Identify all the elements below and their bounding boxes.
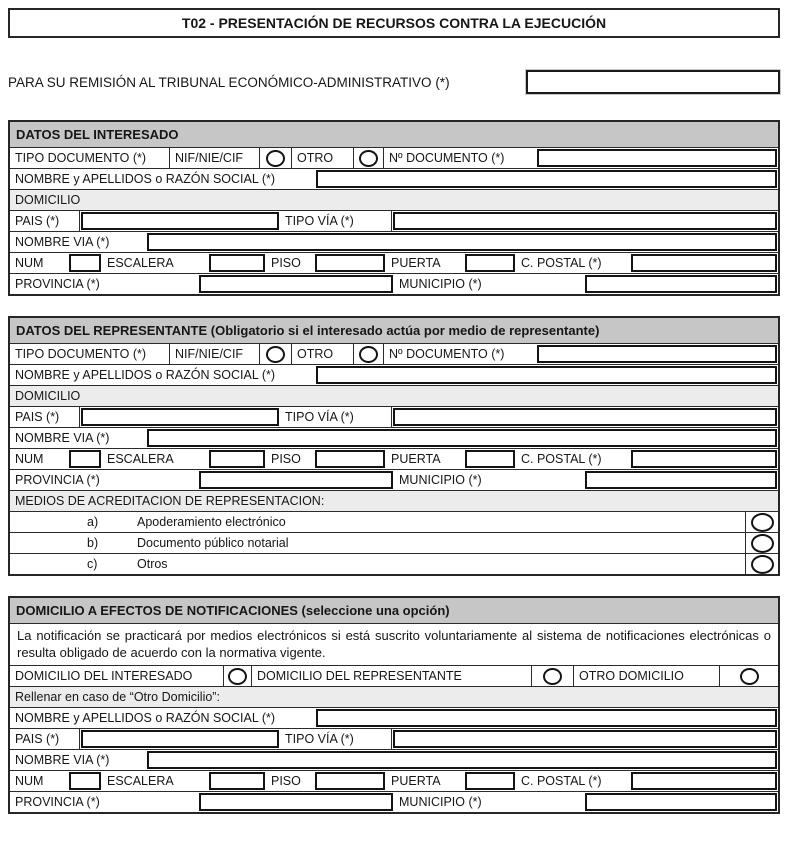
- representante-pais-cell: [80, 407, 280, 427]
- representante-piso-cell: [314, 449, 386, 469]
- interesado-num-label: NUM: [15, 256, 44, 270]
- interesado-piso-label: PISO: [271, 256, 301, 270]
- representante-nombre-label: NOMBRE y APELLIDOS o RAZÓN SOCIAL (*): [15, 368, 276, 382]
- otro-domicilio-label: OTRO DOMICILIO: [574, 666, 720, 686]
- interesado-otro-radio[interactable]: [354, 148, 384, 168]
- radio-circle-icon[interactable]: [751, 555, 774, 574]
- remision-input[interactable]: [526, 70, 780, 94]
- representante-option-a-radio[interactable]: [746, 512, 778, 532]
- interesado-pais-label: PAIS (*): [10, 211, 80, 231]
- interesado-municipio-cell: [584, 274, 778, 294]
- representante-tipo-via-input[interactable]: [393, 408, 777, 426]
- representante-nombre-input[interactable]: [316, 366, 777, 384]
- representante-provincia-input[interactable]: [199, 471, 393, 489]
- otro-domicilio-puerta-label: PUERTA: [391, 774, 441, 788]
- representante-nif-nie-cif-label: NIF/NIE/CIF: [170, 344, 260, 364]
- interesado-otro-label: OTRO: [292, 148, 354, 168]
- interesado-tipo-documento-label: TIPO DOCUMENTO (*): [10, 148, 170, 168]
- interesado-puerta-cell: [464, 253, 516, 273]
- otro-domicilio-escalera-input[interactable]: [209, 772, 265, 790]
- representante-puerta-input[interactable]: [465, 450, 515, 468]
- radio-circle-icon[interactable]: [228, 668, 247, 685]
- representante-option-a-label-cell: [10, 512, 746, 532]
- remision-row: [8, 70, 780, 94]
- otro-domicilio-row-nombre: [10, 707, 778, 728]
- interesado-nombre-input[interactable]: [316, 170, 777, 188]
- otro-domicilio-municipio-input[interactable]: [585, 793, 777, 811]
- otro-domicilio-provincia-input[interactable]: [199, 793, 393, 811]
- representante-row-tipo-documento: [10, 343, 778, 364]
- representante-row-medios: [10, 490, 778, 511]
- interesado-pais-input[interactable]: [81, 212, 279, 230]
- interesado-puerta-input[interactable]: [465, 254, 515, 272]
- domicilio-interesado-radio[interactable]: [224, 666, 252, 686]
- interesado-nif-nie-cif-label: NIF/NIE/CIF: [170, 148, 260, 168]
- otro-domicilio-c-postal-cell: [630, 771, 778, 791]
- otro-domicilio-c-postal-label: C. POSTAL (*): [521, 774, 602, 788]
- otro-domicilio-nombre-input[interactable]: [316, 709, 777, 727]
- representante-piso-input[interactable]: [315, 450, 385, 468]
- interesado-nombre-cell: [315, 169, 778, 189]
- representante-escalera-input[interactable]: [209, 450, 265, 468]
- representante-num-documento-cell: [536, 344, 778, 364]
- representante-row-nombre-via: [10, 427, 778, 448]
- section-datos-representante: [8, 316, 780, 576]
- otro-domicilio-row-pais: [10, 728, 778, 749]
- otro-domicilio-tipo-via-cell: [392, 729, 778, 749]
- otro-domicilio-municipio-cell: [584, 792, 778, 812]
- radio-circle-icon[interactable]: [543, 668, 562, 685]
- representante-nombre-cell: [315, 365, 778, 385]
- interesado-c-postal-cell: [630, 253, 778, 273]
- otro-domicilio-piso-cell: [314, 771, 386, 791]
- otro-domicilio-municipio-label: MUNICIPIO (*): [399, 795, 482, 809]
- representante-num-cell: [68, 449, 102, 469]
- radio-circle-icon[interactable]: [359, 346, 378, 363]
- interesado-nombre-via-label: NOMBRE VIA (*): [15, 235, 110, 249]
- representante-pais-input[interactable]: [81, 408, 279, 426]
- interesado-num-documento-cell: [536, 148, 778, 168]
- otro-domicilio-nombre-via-input[interactable]: [147, 751, 777, 769]
- representante-row-provincia: [10, 469, 778, 490]
- representante-otro-label: OTRO: [292, 344, 354, 364]
- notificaciones-paragraph: La notificación se practicará por medios electrónicos si está suscrito voluntariamente al sistema de notificaciones electrónicas o resulta obligado de acuerdo con la normativa vigente.: [10, 623, 778, 665]
- option-letter: b): [87, 536, 99, 550]
- radio-circle-icon[interactable]: [751, 513, 774, 532]
- domicilio-representante-label: DOMICILIO DEL REPRESENTANTE: [252, 666, 532, 686]
- otro-domicilio-nombre-cell: [315, 708, 778, 728]
- otro-domicilio-nombre-via-label: NOMBRE VIA (*): [15, 753, 110, 767]
- representante-pais-label: PAIS (*): [10, 407, 80, 427]
- representante-option-b-label-cell: [10, 533, 746, 553]
- option-letter: a): [87, 515, 99, 529]
- representante-num-input[interactable]: [69, 450, 101, 468]
- otro-domicilio-provincia-cell: [198, 792, 394, 812]
- representante-row-domicilio: [10, 385, 778, 406]
- representante-option-a-row: [10, 511, 778, 532]
- representante-escalera-cell: [208, 449, 266, 469]
- radio-circle-icon[interactable]: [751, 534, 774, 553]
- representante-num-documento-label: Nº DOCUMENTO (*): [389, 347, 505, 361]
- representante-header: DATOS DEL REPRESENTANTE (Obligatorio si el interesado actúa por medio de representante): [10, 318, 778, 343]
- interesado-row-domicilio: [10, 189, 778, 210]
- representante-tipo-via-label: TIPO VÍA (*): [280, 407, 392, 427]
- otro-domicilio-pais-label: PAIS (*): [10, 729, 80, 749]
- otro-domicilio-row-num: [10, 770, 778, 791]
- interesado-row-tipo-documento: [10, 147, 778, 168]
- representante-provincia-label: PROVINCIA (*): [15, 473, 100, 487]
- interesado-nombre-label: NOMBRE y APELLIDOS o RAZÓN SOCIAL (*): [15, 172, 276, 186]
- representante-puerta-cell: [464, 449, 516, 469]
- interesado-num-documento-label: Nº DOCUMENTO (*): [389, 151, 505, 165]
- interesado-escalera-label: ESCALERA: [107, 256, 174, 270]
- interesado-c-postal-input[interactable]: [631, 254, 777, 272]
- representante-c-postal-input[interactable]: [631, 450, 777, 468]
- otro-domicilio-tipo-via-label: TIPO VÍA (*): [280, 729, 392, 749]
- representante-c-postal-label: C. POSTAL (*): [521, 452, 602, 466]
- representante-municipio-label: MUNICIPIO (*): [399, 473, 482, 487]
- radio-circle-icon[interactable]: [359, 150, 378, 167]
- interesado-num-documento-input[interactable]: [537, 149, 777, 167]
- radio-circle-icon[interactable]: [266, 150, 285, 167]
- representante-option-c-radio[interactable]: [746, 554, 778, 574]
- representante-otro-radio[interactable]: [354, 344, 384, 364]
- otro-domicilio-piso-input[interactable]: [315, 772, 385, 790]
- otro-domicilio-num-input[interactable]: [69, 772, 101, 790]
- otro-domicilio-nombre-label: NOMBRE y APELLIDOS o RAZÓN SOCIAL (*): [15, 711, 276, 725]
- interesado-row-pais: [10, 210, 778, 231]
- representante-option-b-row: [10, 532, 778, 553]
- representante-nombre-via-label: NOMBRE VIA (*): [15, 431, 110, 445]
- representante-option-c-label: Otros: [137, 557, 168, 571]
- otro-domicilio-pais-input[interactable]: [81, 730, 279, 748]
- otro-domicilio-num-cell: [68, 771, 102, 791]
- otro-domicilio-provincia-label: PROVINCIA (*): [15, 795, 100, 809]
- notificaciones-rellenar-row: [10, 686, 778, 707]
- representante-nombre-via-cell: [146, 428, 778, 448]
- representante-provincia-cell: [198, 470, 394, 490]
- interesado-nif-radio[interactable]: [260, 148, 292, 168]
- medios-acreditacion-subheader: MEDIOS DE ACREDITACION DE REPRESENTACION:: [10, 491, 778, 511]
- representante-row-nombre: [10, 364, 778, 385]
- representante-municipio-input[interactable]: [585, 471, 777, 489]
- interesado-piso-input[interactable]: [315, 254, 385, 272]
- section-datos-interesado: [8, 120, 780, 296]
- radio-circle-icon[interactable]: [266, 346, 285, 363]
- representante-nombre-via-input[interactable]: [147, 429, 777, 447]
- representante-option-b-label: Documento público notarial: [137, 536, 289, 550]
- representante-row-num: [10, 448, 778, 469]
- interesado-pais-cell: [80, 211, 280, 231]
- interesado-num-input[interactable]: [69, 254, 101, 272]
- otro-domicilio-nombre-via-cell: [146, 750, 778, 770]
- interesado-piso-cell: [314, 253, 386, 273]
- otro-domicilio-num-label: NUM: [15, 774, 44, 788]
- representante-option-b-radio[interactable]: [746, 533, 778, 553]
- notificaciones-header: DOMICILIO A EFECTOS DE NOTIFICACIONES (seleccione una opción): [10, 598, 778, 623]
- otro-domicilio-c-postal-input[interactable]: [631, 772, 777, 790]
- representante-domicilio-subheader: DOMICILIO: [10, 386, 778, 406]
- interesado-tipo-via-label: TIPO VÍA (*): [280, 211, 392, 231]
- domicilio-interesado-label: DOMICILIO DEL INTERESADO: [10, 666, 224, 686]
- interesado-nombre-via-cell: [146, 232, 778, 252]
- otro-domicilio-piso-label: PISO: [271, 774, 301, 788]
- interesado-num-cell: [68, 253, 102, 273]
- interesado-escalera-cell: [208, 253, 266, 273]
- interesado-domicilio-subheader: DOMICILIO: [10, 190, 778, 210]
- otro-domicilio-row-nombre-via: [10, 749, 778, 770]
- otro-domicilio-tipo-via-input[interactable]: [393, 730, 777, 748]
- interesado-tipo-via-cell: [392, 211, 778, 231]
- representante-c-postal-cell: [630, 449, 778, 469]
- notificaciones-selection-row: [10, 665, 778, 686]
- interesado-row-provincia: [10, 273, 778, 294]
- representante-row-pais: [10, 406, 778, 427]
- option-letter: c): [87, 557, 98, 571]
- otro-domicilio-puerta-cell: [464, 771, 516, 791]
- form-title: T02 - PRESENTACIÓN DE RECURSOS CONTRA LA EJECUCIÓN: [8, 8, 780, 38]
- interesado-municipio-label: MUNICIPIO (*): [399, 277, 482, 291]
- interesado-row-num: [10, 252, 778, 273]
- domicilio-representante-radio[interactable]: [532, 666, 574, 686]
- representante-tipo-via-cell: [392, 407, 778, 427]
- representante-num-label: NUM: [15, 452, 44, 466]
- interesado-c-postal-label: C. POSTAL (*): [521, 256, 602, 270]
- representante-option-a-label: Apoderamiento electrónico: [137, 515, 286, 529]
- interesado-nombre-via-input[interactable]: [147, 233, 777, 251]
- rellenar-subheader: Rellenar en caso de “Otro Domicilio”:: [10, 687, 778, 707]
- section-notificaciones: [8, 596, 780, 814]
- radio-circle-icon[interactable]: [740, 668, 759, 685]
- otro-domicilio-escalera-cell: [208, 771, 266, 791]
- otro-domicilio-radio[interactable]: [720, 666, 778, 686]
- interesado-row-nombre-via: [10, 231, 778, 252]
- interesado-puerta-label: PUERTA: [391, 256, 441, 270]
- representante-num-documento-input[interactable]: [537, 345, 777, 363]
- representante-escalera-label: ESCALERA: [107, 452, 174, 466]
- representante-tipo-documento-label: TIPO DOCUMENTO (*): [10, 344, 170, 364]
- interesado-header: DATOS DEL INTERESADO: [10, 122, 778, 147]
- otro-domicilio-pais-cell: [80, 729, 280, 749]
- interesado-municipio-input[interactable]: [585, 275, 777, 293]
- representante-nif-radio[interactable]: [260, 344, 292, 364]
- interesado-provincia-label: PROVINCIA (*): [15, 277, 100, 291]
- interesado-provincia-cell: [198, 274, 394, 294]
- otro-domicilio-row-provincia: [10, 791, 778, 812]
- remision-label: PARA SU REMISIÓN AL TRIBUNAL ECONÓMICO-ADMINISTRATIVO (*): [8, 74, 450, 90]
- interesado-row-nombre: [10, 168, 778, 189]
- interesado-escalera-input[interactable]: [209, 254, 265, 272]
- interesado-tipo-via-input[interactable]: [393, 212, 777, 230]
- representante-puerta-label: PUERTA: [391, 452, 441, 466]
- otro-domicilio-puerta-input[interactable]: [465, 772, 515, 790]
- representante-municipio-cell: [584, 470, 778, 490]
- representante-piso-label: PISO: [271, 452, 301, 466]
- representante-option-c-row: [10, 553, 778, 574]
- interesado-provincia-input[interactable]: [199, 275, 393, 293]
- representante-option-c-label-cell: [10, 554, 746, 574]
- otro-domicilio-escalera-label: ESCALERA: [107, 774, 174, 788]
